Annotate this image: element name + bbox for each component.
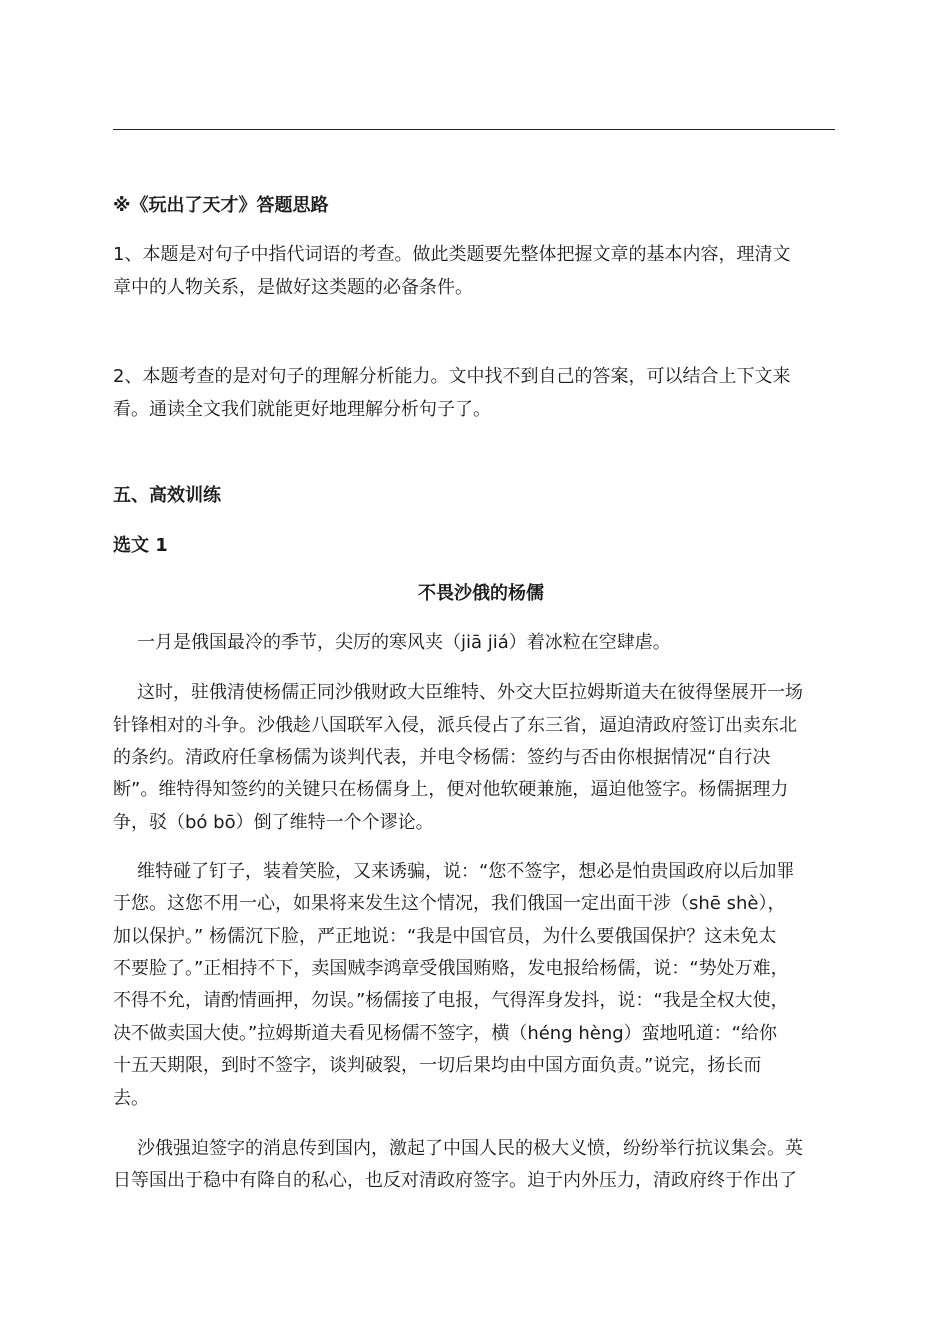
tip-2-line-1: 2、本题考查的是对句子的理解分析能力。文中找不到自己的答案，可以结合上下文来 [113, 366, 791, 387]
paragraph-3-line-4: 不要脸了。”正相持不下，卖国贼李鸿章受俄国贿赂，发电报给杨儒，说：“势处万难， [113, 958, 789, 979]
paragraph-4-line-1: 沙俄强迫签字的消息传到国内，激起了中国人民的极大义愤，纷纷举行抗议集会。英 [137, 1138, 803, 1159]
paragraph-2-line-3: 的条约。清政府任拿杨儒为谈判代表，并电令杨儒：签约与否由你根据情况“自行决 [113, 747, 771, 768]
tip-2-line-2: 看。通读全文我们就能更好地理解分析句子了。 [113, 399, 491, 420]
paragraph-3-line-8: 去。 [113, 1088, 149, 1109]
paragraph-3-line-6: 决不做卖国大使。”拉姆斯道夫看见杨儒不签字，横（héng hèng）蛮地吼道：“给你 [113, 1023, 778, 1044]
section-heading: ※《玩出了天才》答题思路 [113, 195, 329, 216]
paragraph-3-line-3: 加以保护。” 杨儒沉下脸，严正地说：“我是中国官员，为什么要俄国保护？这未免太 [113, 926, 777, 947]
paragraph-1-line-1: 一月是俄国最冷的季节，尖厉的寒风夹（jiā jiá）着冰粒在空肆虐。 [137, 632, 671, 653]
training-heading: 五、高效训练 [113, 485, 221, 506]
paragraph-2-line-2: 针锋相对的斗争。沙俄趁八国联军入侵，派兵侵占了东三省，逼迫清政府签订出卖东北 [113, 715, 797, 736]
paragraph-2-line-1: 这时，驻俄清使杨儒正同沙俄财政大臣维特、外交大臣拉姆斯道夫在彼得堡展开一场 [137, 682, 803, 703]
horizontal-rule [113, 129, 835, 130]
selection-label: 选文 1 [113, 535, 168, 556]
paragraph-2-line-4: 断”。维特得知签约的关键只在杨儒身上，便对他软硬兼施，逼迫他签字。杨儒据理力 [113, 779, 789, 800]
paragraph-3-line-5: 不得不允，请酌情画押，勿误。”杨儒接了电报，气得浑身发抖，说：“我是全权大使， [113, 990, 789, 1011]
article-title: 不畏沙俄的杨儒 [418, 583, 544, 604]
tip-1-line-2: 章中的人物关系，是做好这类题的必备条件。 [113, 277, 473, 298]
paragraph-3-line-1: 维特碰了钉子，装着笑脸，又来诱骗，说：“您不签字，想必是怕贵国政府以后加罪 [137, 861, 795, 882]
paragraph-2-line-5: 争，驳（bó bō）倒了维特一个个谬论。 [113, 812, 434, 833]
tip-1-line-1: 1、本题是对句子中指代词语的考查。做此类题要先整体把握文章的基本内容，理清文 [113, 244, 791, 265]
paragraph-3-line-2: 于您。这您不用一心，如果将来发生这个情况，我们俄国一定出面干涉（shē shè）， [113, 893, 786, 914]
paragraph-3-line-7: 十五天期限，到时不签字，谈判破裂，一切后果均由中国方面负责。”说完，扬长而 [113, 1055, 762, 1076]
paragraph-4-line-2: 日等国出于稳中有降自的私心，也反对清政府签字。迫于内外压力，清政府终于作出了 [113, 1170, 797, 1191]
